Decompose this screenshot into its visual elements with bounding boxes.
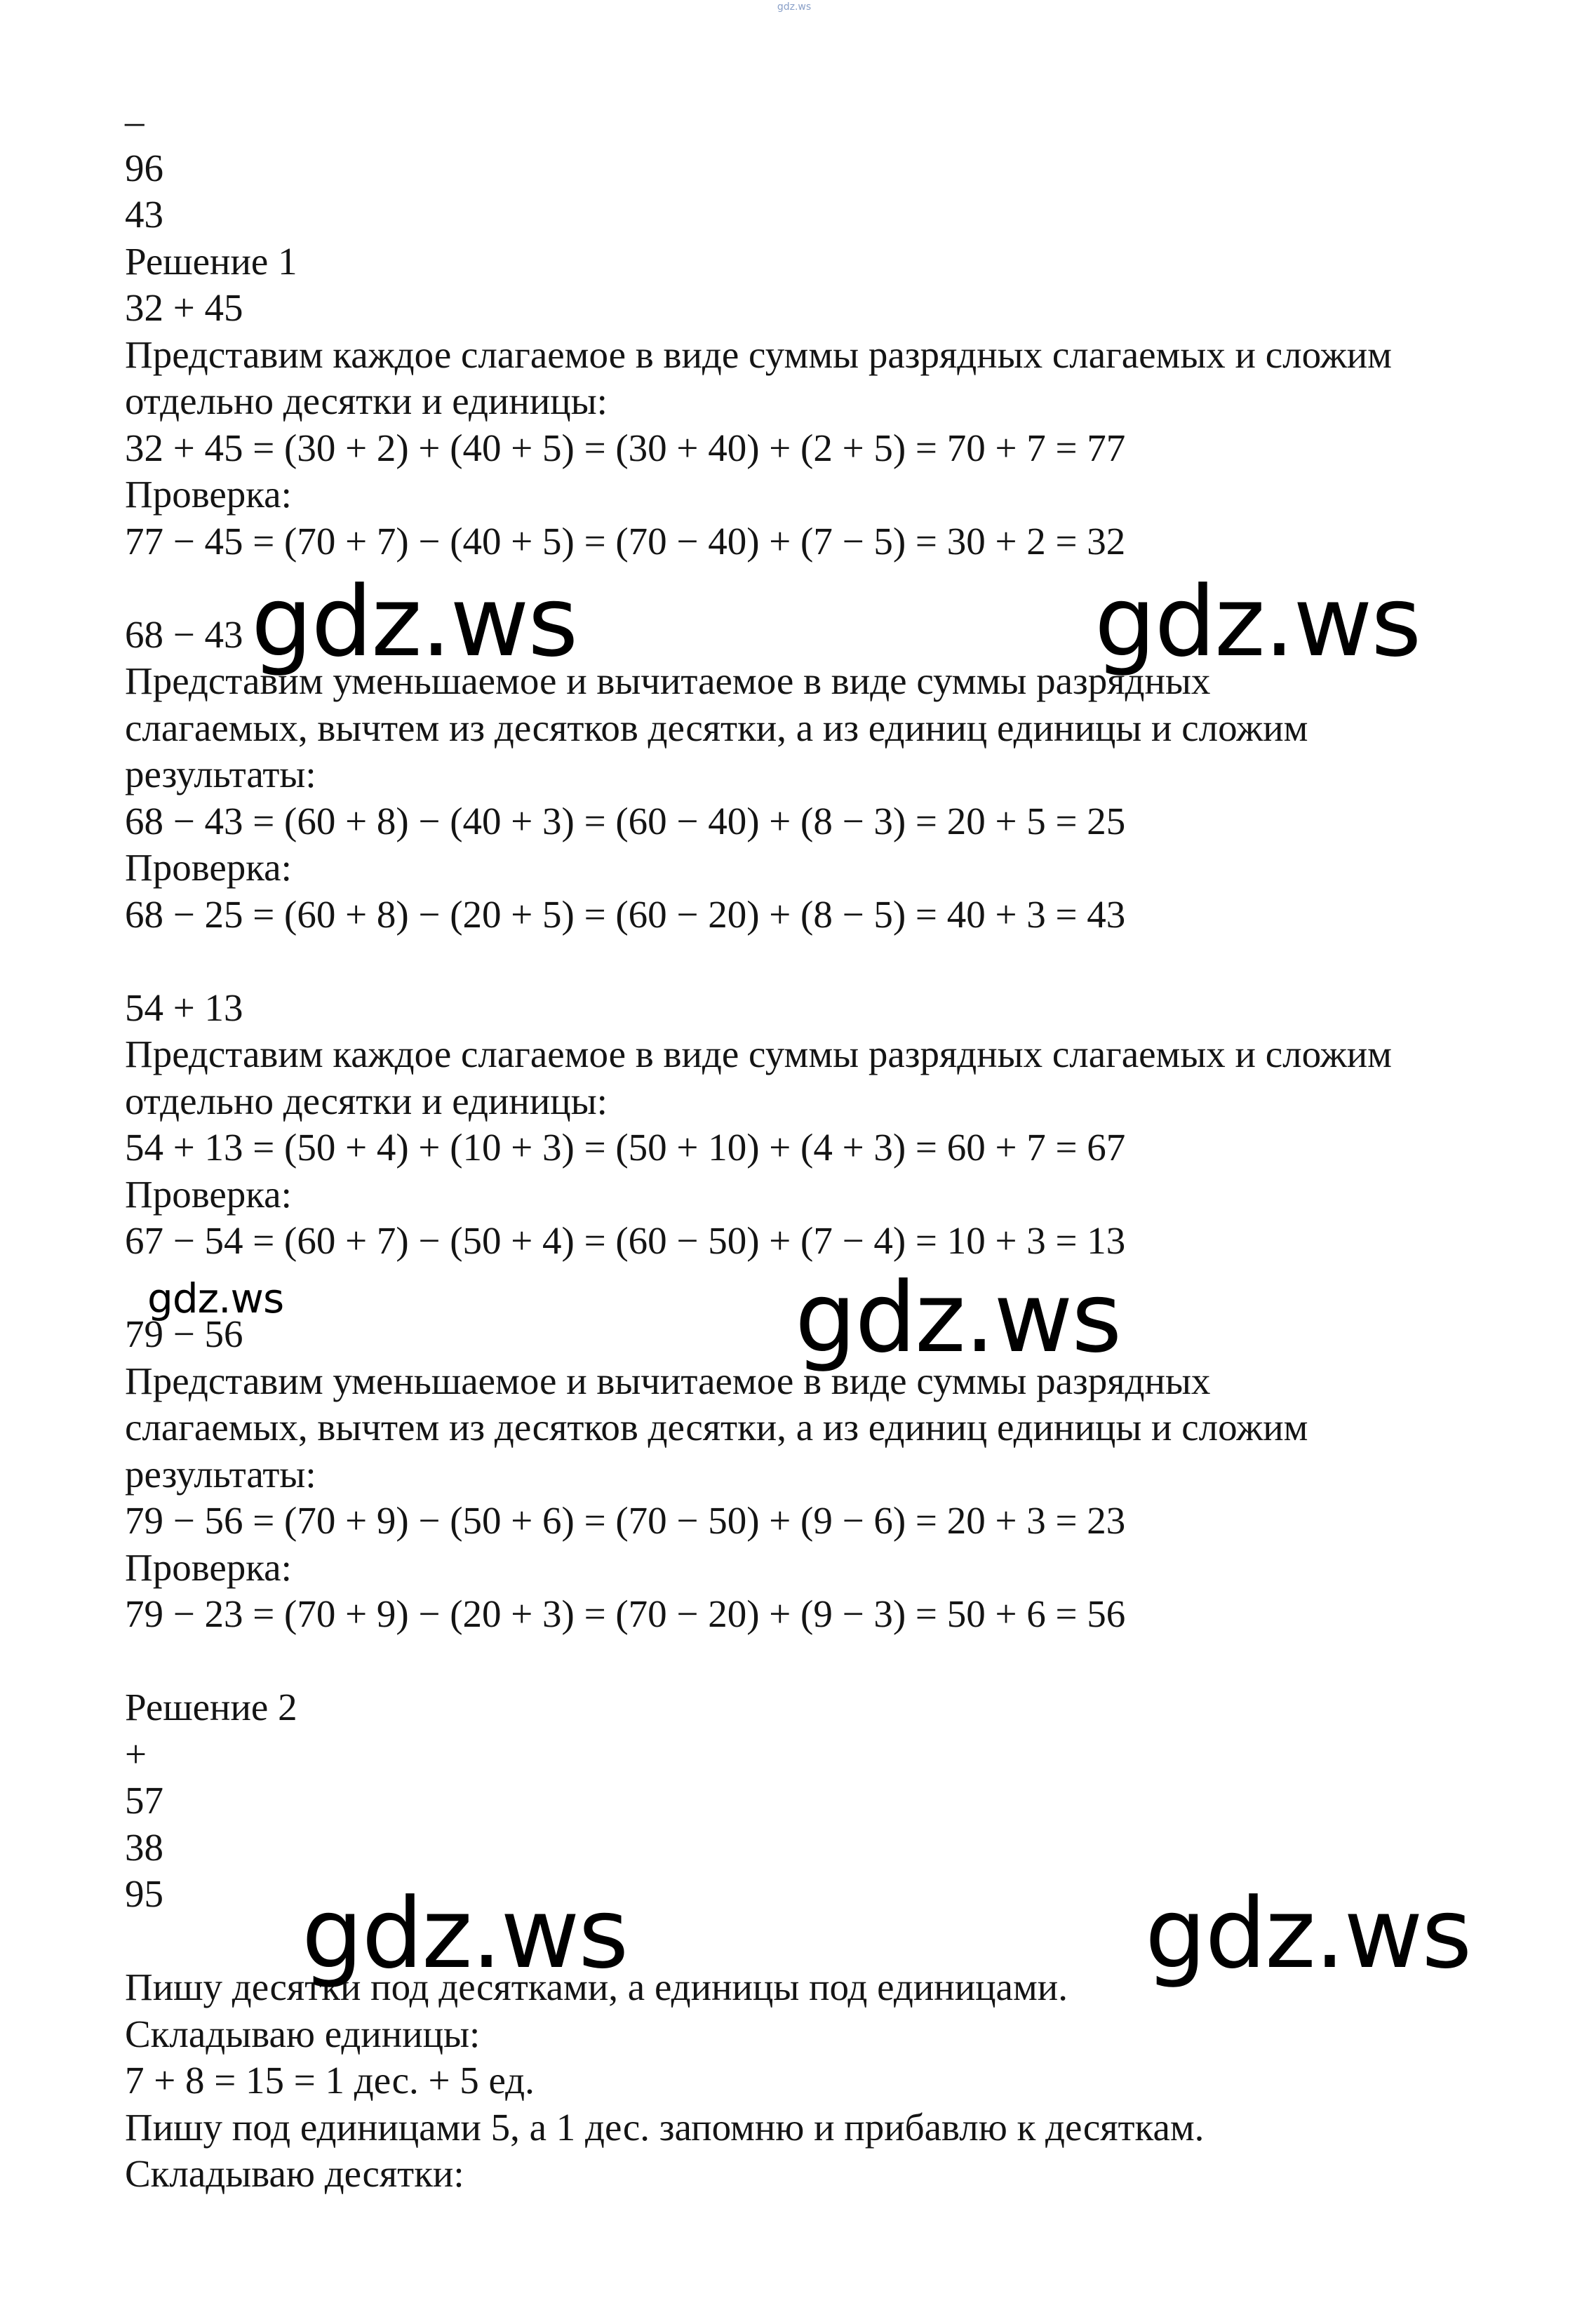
text-line: 96	[125, 146, 163, 189]
check-label: Проверка:	[125, 1172, 292, 1216]
check-label: Проверка:	[125, 473, 292, 516]
text-line: 43	[125, 193, 163, 236]
equation-line: 68 − 25 = (60 + 8) − (20 + 5) = (60 − 20) + (8 − 5) = 40 + 3 = 43	[125, 892, 1126, 936]
check-label: Проверка:	[125, 846, 292, 889]
watermark: gdz.ws	[795, 1261, 1121, 1374]
blank-line	[125, 938, 1528, 985]
equation-line: 77 − 45 = (70 + 7) − (40 + 5) = (70 − 40) + (7 − 5) = 30 + 2 = 32	[125, 519, 1126, 563]
task-expression: 79 − 56	[125, 1312, 243, 1355]
blank-line	[125, 1638, 1528, 1685]
text-line: Пишу под единицами 5, а 1 дес. запомню и прибавлю к десяткам.	[125, 2105, 1205, 2149]
watermark: gdz.ws	[302, 1877, 628, 1990]
text-line: Представим уменьшаемое и вычитаемое в виде суммы разрядных	[125, 1359, 1211, 1402]
equation-line: 32 + 45 = (30 + 2) + (40 + 5) = (30 + 40) + (2 + 5) = 70 + 7 = 77	[125, 426, 1126, 469]
text-line: Представим каждое слагаемое в виде суммы разрядных слагаемых и сложим	[125, 333, 1392, 376]
equation-line: 79 − 56 = (70 + 9) − (50 + 6) = (70 − 50) + (9 − 6) = 20 + 3 = 23	[125, 1499, 1126, 1542]
task-expression: 54 + 13	[125, 986, 243, 1029]
watermark: gdz.ws	[1145, 1877, 1471, 1990]
text-line: слагаемых, вычтем из десятков десятки, а из единиц единицы и сложим	[125, 1406, 1308, 1449]
text-line: слагаемых, вычтем из десятков десятки, а из единиц единицы и сложим	[125, 706, 1308, 749]
text-line: Складываю единицы:	[125, 2012, 481, 2055]
section-heading: Решение 1	[125, 239, 297, 283]
equation-line: 54 + 13 = (50 + 4) + (10 + 3) = (50 + 10) + (4 + 3) = 60 + 7 = 67	[125, 1126, 1126, 1169]
top-site-mark: gdz.ws	[777, 1, 812, 13]
equation-line: 67 − 54 = (60 + 7) − (50 + 4) = (60 − 50) + (7 − 4) = 10 + 3 = 13	[125, 1219, 1126, 1262]
equation-line: 68 − 43 = (60 + 8) − (40 + 3) = (60 − 40) + (8 − 3) = 20 + 5 = 25	[125, 799, 1126, 842]
text-line: результаты:	[125, 1452, 316, 1496]
text-line: –	[125, 100, 145, 142]
text-line: Представим уменьшаемое и вычитаемое в виде суммы разрядных	[125, 659, 1211, 702]
watermark: gdz.ws	[1094, 565, 1421, 678]
text-line: Пишу десятки под десятками, а единицы под единицами.	[125, 1966, 1068, 2008]
column-number: 57	[125, 1779, 163, 1822]
equation-line: 79 − 23 = (70 + 9) − (20 + 3) = (70 − 20) + (9 − 3) = 50 + 6 = 56	[125, 1592, 1126, 1635]
column-number: 38	[125, 1825, 163, 1869]
task-expression: 32 + 45	[125, 286, 243, 329]
column-result: 95	[125, 1872, 163, 1915]
check-label: Проверка:	[125, 1545, 292, 1589]
text-line: Представим каждое слагаемое в виде суммы разрядных слагаемых и сложим	[125, 1033, 1392, 1075]
watermark: gdz.ws	[147, 1275, 284, 1322]
text-line: результаты:	[125, 753, 316, 795]
text-line: отдельно десятки и единицы:	[125, 380, 608, 422]
section-heading: Решение 2	[125, 1686, 297, 1728]
column-operator: +	[125, 1732, 147, 1775]
equation-line: 7 + 8 = 15 = 1 дес. + 5 ед.	[125, 2059, 535, 2102]
text-line: Складываю десятки:	[125, 2152, 464, 2195]
task-expression: 68 − 43	[125, 612, 243, 656]
text-line: отдельно десятки и единицы:	[125, 1079, 608, 1122]
watermark: gdz.ws	[251, 565, 577, 678]
